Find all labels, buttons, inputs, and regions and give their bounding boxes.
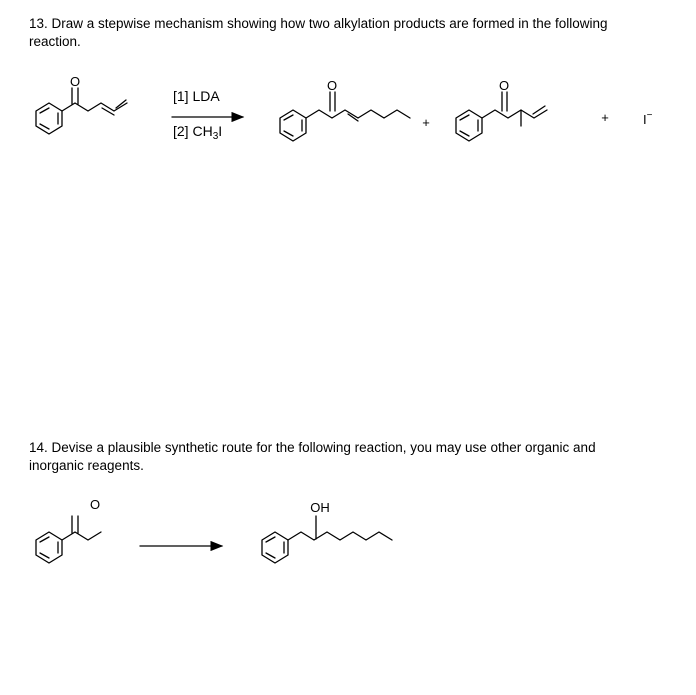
reagent-methyl-iodide: [2] $CH_3I$ <box>173 123 223 142</box>
plus-sign: + <box>601 110 609 125</box>
oxygen-label: O <box>69 74 81 89</box>
plus-sign: + <box>422 115 430 130</box>
q14-starting-material <box>36 497 101 563</box>
q13-product-2 <box>456 78 547 141</box>
oxygen-label: O <box>498 78 510 93</box>
q13-product-1 <box>280 78 410 141</box>
q14-product <box>262 500 392 563</box>
oxygen-label: O <box>89 497 101 512</box>
reagent-lda: [1] LDA <box>173 88 220 104</box>
q13-starting-material <box>36 74 127 134</box>
question-14-text: 14. Devise a plausible synthetic route for the following reaction, you may use other organic and inorganic reagents. <box>29 440 596 473</box>
question-13-text: 13. Draw a stepwise mechanism showing how two alkylation products are formed in the following reaction. <box>29 16 608 49</box>
iodide-ion: I− <box>643 110 653 127</box>
oxygen-label: O <box>326 78 338 93</box>
hydroxyl-label: OH <box>310 500 330 515</box>
